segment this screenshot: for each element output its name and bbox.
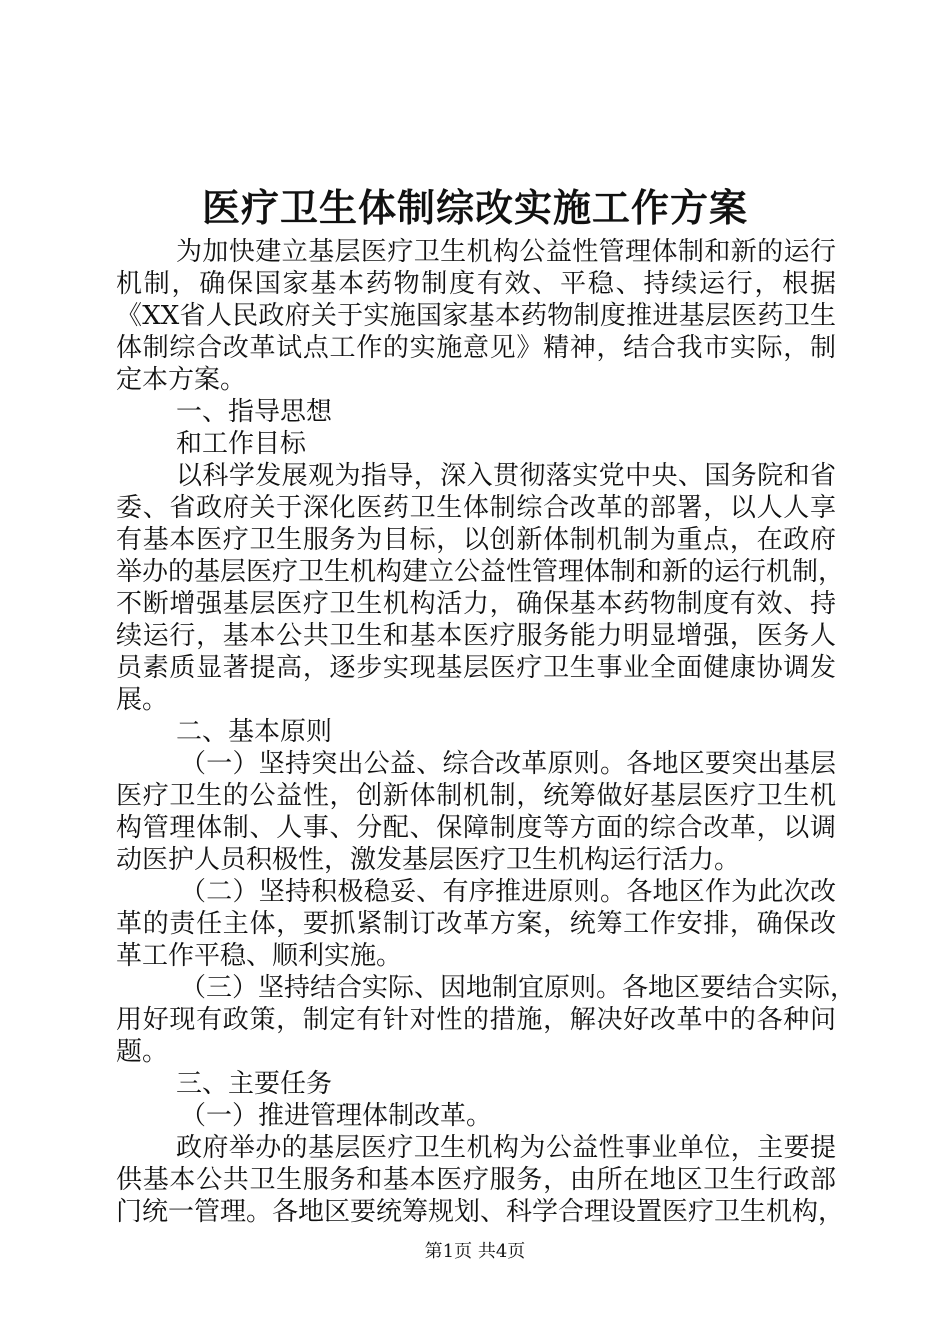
text-line: 委、省政府关于深化医药卫生体制综合改革的部署，以人人享 [116,493,836,523]
text-line: 定本方案。 [116,365,247,395]
text-line: 动医护人员积极性，激发基层医疗卫生机构运行活力。 [116,845,741,875]
text-line: （三）坚持结合实际、因地制宜原则。各地区要结合实际， [180,973,857,1003]
section-heading: 三、主要任务 [176,1069,333,1099]
text-line: 供基本公共卫生服务和基本医疗服务，由所在地区卫生行政部 [116,1165,836,1195]
text-line: 构管理体制、人事、分配、保障制度等方面的综合改革，以调 [116,813,836,843]
text-line: 医疗卫生的公益性，创新体制机制，统筹做好基层医疗卫生机 [116,781,836,811]
text-line: （二）坚持积极稳妥、有序推进原则。各地区作为此次改 [180,877,836,907]
text-line: 有基本医疗卫生服务为目标，以创新体制机制为重点，在政府 [116,525,836,555]
subsection-heading: （一）推进管理体制改革。 [180,1101,493,1131]
text-line: 不断增强基层医疗卫生机构活力，确保基本药物制度有效、持 [116,589,836,619]
text-line: 体制综合改革试点工作的实施意见》精神，结合我市实际，制 [116,333,836,363]
section-heading: 和工作目标 [176,429,307,459]
text-line: （一）坚持突出公益、综合改革原则。各地区要突出基层 [180,749,836,779]
text-line: 举办的基层医疗卫生机构建立公益性管理体制和新的运行机制， [116,557,845,587]
text-line: 续运行，基本公共卫生和基本医疗服务能力明显增强，医务人 [116,621,836,651]
text-line: 为加快建立基层医疗卫生机构公益性管理体制和新的运行 [176,237,836,267]
text-line: 门统一管理。各地区要统筹规划、科学合理设置医疗卫生机构， [116,1197,845,1227]
text-line: 以科学发展观为指导，深入贯彻落实党中央、国务院和省 [176,461,836,491]
text-line: 机制，确保国家基本药物制度有效、平稳、持续运行，根据 [116,269,836,299]
text-line: 革工作平稳、顺利实施。 [116,941,403,971]
text-line: 用好现有政策，制定有针对性的措施，解决好改革中的各种问 [116,1005,836,1035]
document-title: 医疗卫生体制综改实施工作方案 [201,185,748,230]
text-line: 政府举办的基层医疗卫生机构为公益性事业单位，主要提 [176,1133,836,1163]
text-line: 《XX省人民政府关于实施国家基本药物制度推进基层医药卫生 [116,301,836,331]
section-heading: 二、基本原则 [176,717,333,747]
text-line: 革的责任主体，要抓紧制订改革方案，统筹工作安排，确保改 [116,909,836,939]
text-line: 题。 [116,1037,169,1067]
text-line: 展。 [116,685,169,715]
text-line: 员素质显著提高，逐步实现基层医疗卫生事业全面健康协调发 [116,653,836,683]
page-footer: 第1页 共4页 [424,1241,526,1262]
section-heading: 一、指导思想 [176,397,333,427]
